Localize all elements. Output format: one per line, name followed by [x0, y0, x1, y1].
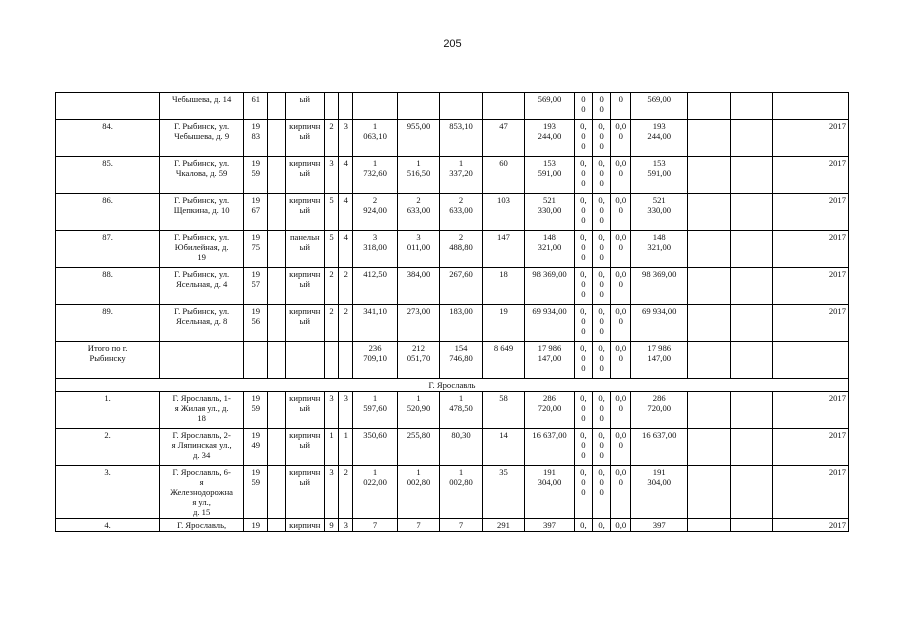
cell-mat: кирпичн ый [285, 120, 324, 157]
cell-y: 2017 [772, 157, 848, 194]
table-row [56, 120, 849, 157]
cell-z3: 0,0 0 [611, 392, 631, 429]
cell-addr: Г. Ярославль, 6- я Железнодорожна я ул., д. 15 [160, 466, 244, 519]
cell-empty [730, 157, 772, 194]
cell-addr: Г. Рыбинск, ул. Чебышева, д. 9 [160, 120, 244, 157]
cell-z3: 0,0 0 [611, 342, 631, 379]
cell-fl: 3 [325, 392, 339, 429]
cell-addr: Г. Рыбинск, ул. Ясельная, д. 4 [160, 268, 244, 305]
cell-z2: 0 0 [592, 93, 610, 120]
cell-cost: 69 934,00 [525, 305, 575, 342]
cell-year: 19 67 [244, 194, 268, 231]
cell-year: 19 59 [244, 466, 268, 519]
cell-empty [688, 93, 730, 120]
cell-total: 569,00 [631, 93, 688, 120]
cell-mat: кирпичн [285, 519, 324, 532]
cell-z2: 0, 0 0 [592, 429, 610, 466]
cell-empty [688, 194, 730, 231]
cell-z2: 0, 0 0 [592, 231, 610, 268]
cell-num: Итого по г. Рыбинску [56, 342, 160, 379]
cell-total: 17 986 147,00 [631, 342, 688, 379]
cell-z1: 0, 0 0 [574, 268, 592, 305]
cell-mat: кирпичн ый [285, 429, 324, 466]
cell-y: 2017 [772, 429, 848, 466]
cell-z1: 0, 0 0 [574, 466, 592, 519]
cell-z3: 0,0 0 [611, 466, 631, 519]
cell-z3: 0,0 0 [611, 305, 631, 342]
cell-total: 193 244,00 [631, 120, 688, 157]
cell-z1: 0, 0 0 [574, 157, 592, 194]
cell-z1: 0, 0 0 [574, 194, 592, 231]
cell-addr: Г. Ярославль, 2- я Ляпинская ул., д. 34 [160, 429, 244, 466]
cell-a3: 154 746,80 [440, 342, 482, 379]
cell-empty [730, 93, 772, 120]
cell-a2: 3 011,00 [397, 231, 439, 268]
cell-y: 2017 [772, 120, 848, 157]
cell-mat: кирпичн ый [285, 466, 324, 519]
cell-mat: кирпичн ый [285, 194, 324, 231]
cell-cost: 153 591,00 [525, 157, 575, 194]
cell-z2: 0, 0 0 [592, 392, 610, 429]
cell-y: 2017 [772, 231, 848, 268]
cell-empty [730, 519, 772, 532]
cell-res: 103 [482, 194, 524, 231]
cell-res: 14 [482, 429, 524, 466]
cell-res: 291 [482, 519, 524, 532]
cell-z2: 0, 0 0 [592, 120, 610, 157]
cell-z3: 0,0 0 [611, 429, 631, 466]
cell-empty [688, 519, 730, 532]
cell-a2: 384,00 [397, 268, 439, 305]
cell-a3: 183,00 [440, 305, 482, 342]
cell-z1: 0, 0 0 [574, 120, 592, 157]
cell-addr: Чебышева, д. 14 [160, 93, 244, 120]
cell-empty [688, 120, 730, 157]
cell-a1: 1 597,60 [353, 392, 398, 429]
cell-a1: 341,10 [353, 305, 398, 342]
cell-empty [268, 93, 285, 120]
cell-ent: 3 [339, 120, 353, 157]
cell-addr: Г. Рыбинск, ул. Юбилейная, д. 19 [160, 231, 244, 268]
cell-fl: 5 [325, 194, 339, 231]
cell-num: 88. [56, 268, 160, 305]
cell-y [772, 93, 848, 120]
cell-z1: 0 0 [574, 93, 592, 120]
cell-empty [688, 268, 730, 305]
cell-cost: 98 369,00 [525, 268, 575, 305]
cell-a2: 1 002,80 [397, 466, 439, 519]
cell-a3: 267,60 [440, 268, 482, 305]
cell-z2: 0, 0 0 [592, 268, 610, 305]
cell-y [772, 342, 848, 379]
cell-a3: 853,10 [440, 120, 482, 157]
cell-num: 86. [56, 194, 160, 231]
table-row [56, 231, 849, 268]
cell-total: 69 934,00 [631, 305, 688, 342]
cell-cost: 16 637,00 [525, 429, 575, 466]
cell-y: 2017 [772, 194, 848, 231]
cell-empty [730, 268, 772, 305]
cell-total: 397 [631, 519, 688, 532]
cell-a3 [440, 93, 482, 120]
cell-z2: 0, 0 0 [592, 305, 610, 342]
cell-res: 58 [482, 392, 524, 429]
cell-a1: 1 732,60 [353, 157, 398, 194]
cell-z3: 0,0 0 [611, 194, 631, 231]
cell-ent: 4 [339, 194, 353, 231]
cell-empty [268, 305, 285, 342]
cell-a2: 255,80 [397, 429, 439, 466]
cell-mat: кирпичн ый [285, 305, 324, 342]
table-row [56, 429, 849, 466]
cell-res: 47 [482, 120, 524, 157]
cell-year: 19 59 [244, 392, 268, 429]
cell-cost: 17 986 147,00 [525, 342, 575, 379]
cell-a1: 1 022,00 [353, 466, 398, 519]
cell-z1: 0, 0 0 [574, 305, 592, 342]
cell-z2: 0, 0 0 [592, 466, 610, 519]
cell-a1: 350,60 [353, 429, 398, 466]
cell-fl: 3 [325, 157, 339, 194]
cell-res: 147 [482, 231, 524, 268]
table-row [56, 305, 849, 342]
cell-z3: 0 [611, 93, 631, 120]
cell-num: 89. [56, 305, 160, 342]
cell-empty [268, 157, 285, 194]
cell-year: 19 75 [244, 231, 268, 268]
cell-empty [688, 466, 730, 519]
cell-ent: 2 [339, 466, 353, 519]
cell-addr [160, 342, 244, 379]
cell-empty [730, 429, 772, 466]
cell-z1: 0, 0 0 [574, 342, 592, 379]
cell-empty [730, 305, 772, 342]
cell-mat: ый [285, 93, 324, 120]
cell-res: 8 649 [482, 342, 524, 379]
cell-num: 4. [56, 519, 160, 532]
cell-y: 2017 [772, 392, 848, 429]
cell-mat: кирпичн ый [285, 392, 324, 429]
cell-empty [268, 120, 285, 157]
cell-z1: 0, 0 0 [574, 429, 592, 466]
table-row [56, 466, 849, 519]
cell-addr: Г. Ярославль, 1- я Жилая ул., д. 18 [160, 392, 244, 429]
section-row [56, 379, 849, 392]
cell-cost: 569,00 [525, 93, 575, 120]
cell-year: 19 83 [244, 120, 268, 157]
table-row [56, 157, 849, 194]
cell-year: 19 56 [244, 305, 268, 342]
cell-a1: 2 924,00 [353, 194, 398, 231]
cell-mat [285, 342, 324, 379]
cell-z1: 0, 0 0 [574, 392, 592, 429]
cell-z2: 0, 0 0 [592, 194, 610, 231]
cell-a3: 7 [440, 519, 482, 532]
cell-empty [268, 268, 285, 305]
cell-empty [268, 466, 285, 519]
cell-a1: 236 709,10 [353, 342, 398, 379]
cell-fl: 9 [325, 519, 339, 532]
cell-z1: 0, 0 0 [574, 231, 592, 268]
cell-res: 18 [482, 268, 524, 305]
cell-year [244, 342, 268, 379]
cell-empty [730, 342, 772, 379]
cell-num: 87. [56, 231, 160, 268]
cell-a3: 2 633,00 [440, 194, 482, 231]
cell-total: 16 637,00 [631, 429, 688, 466]
cell-y: 2017 [772, 268, 848, 305]
cell-year: 19 59 [244, 157, 268, 194]
cell-a2: 7 [397, 519, 439, 532]
cell-z3: 0,0 0 [611, 268, 631, 305]
cell-ent: 2 [339, 268, 353, 305]
cell-num: 85. [56, 157, 160, 194]
cell-num: 3. [56, 466, 160, 519]
cell-total: 286 720,00 [631, 392, 688, 429]
cell-a1 [353, 93, 398, 120]
cell-total: 148 321,00 [631, 231, 688, 268]
cell-a2: 1 516,50 [397, 157, 439, 194]
cell-year: 19 49 [244, 429, 268, 466]
cell-a1: 7 [353, 519, 398, 532]
cell-empty [688, 231, 730, 268]
cell-empty [730, 466, 772, 519]
cell-fl [325, 93, 339, 120]
cell-total: 191 304,00 [631, 466, 688, 519]
cell-empty [688, 157, 730, 194]
table-row [56, 342, 849, 379]
cell-fl: 2 [325, 120, 339, 157]
cell-ent: 4 [339, 231, 353, 268]
cell-z1: 0, [574, 519, 592, 532]
cell-num [56, 93, 160, 120]
cell-empty [688, 305, 730, 342]
cell-fl: 1 [325, 429, 339, 466]
cell-cost: 148 321,00 [525, 231, 575, 268]
cell-ent: 3 [339, 519, 353, 532]
cell-mat: панельн ый [285, 231, 324, 268]
cell-mat: кирпичн ый [285, 268, 324, 305]
cell-a2: 2 633,00 [397, 194, 439, 231]
cell-addr: Г. Ярославль, [160, 519, 244, 532]
cell-y: 2017 [772, 466, 848, 519]
cell-z3: 0,0 [611, 519, 631, 532]
cell-a1: 1 063,10 [353, 120, 398, 157]
cell-fl: 5 [325, 231, 339, 268]
cell-a2: 273,00 [397, 305, 439, 342]
cell-a2: 955,00 [397, 120, 439, 157]
table-row [56, 194, 849, 231]
cell-a3: 1 478,50 [440, 392, 482, 429]
cell-fl [325, 342, 339, 379]
cell-empty [268, 342, 285, 379]
cell-cost: 191 304,00 [525, 466, 575, 519]
cell-num: 1. [56, 392, 160, 429]
cell-a3: 1 002,80 [440, 466, 482, 519]
cell-cost: 193 244,00 [525, 120, 575, 157]
cell-res: 60 [482, 157, 524, 194]
cell-num: 84. [56, 120, 160, 157]
cell-num: 2. [56, 429, 160, 466]
cell-empty [268, 519, 285, 532]
cell-total: 153 591,00 [631, 157, 688, 194]
cell-empty [730, 194, 772, 231]
cell-cost: 397 [525, 519, 575, 532]
cell-z3: 0,0 0 [611, 231, 631, 268]
cell-empty [688, 342, 730, 379]
cell-empty [688, 392, 730, 429]
cell-total: 521 330,00 [631, 194, 688, 231]
table-row [56, 93, 849, 120]
cell-y: 2017 [772, 519, 848, 532]
cell-z3: 0,0 0 [611, 120, 631, 157]
cell-empty [268, 429, 285, 466]
cell-ent [339, 342, 353, 379]
cell-ent: 3 [339, 392, 353, 429]
cell-z2: 0, 0 0 [592, 342, 610, 379]
housing-table [55, 92, 849, 532]
cell-year: 61 [244, 93, 268, 120]
cell-empty [730, 120, 772, 157]
cell-empty [730, 392, 772, 429]
cell-empty [268, 231, 285, 268]
table-row [56, 519, 849, 532]
cell-fl: 2 [325, 268, 339, 305]
page-number: 205 [443, 38, 462, 50]
cell-res [482, 93, 524, 120]
cell-addr: Г. Рыбинск, ул. Щепкина, д. 10 [160, 194, 244, 231]
cell-mat: кирпичн ый [285, 157, 324, 194]
cell-addr: Г. Рыбинск, ул. Чкалова, д. 59 [160, 157, 244, 194]
cell-year: 19 [244, 519, 268, 532]
cell-a2: 212 051,70 [397, 342, 439, 379]
cell-ent: 2 [339, 305, 353, 342]
cell-cost: 521 330,00 [525, 194, 575, 231]
cell-y: 2017 [772, 305, 848, 342]
cell-empty [268, 194, 285, 231]
cell-z2: 0, [592, 519, 610, 532]
cell-empty [268, 392, 285, 429]
cell-fl: 3 [325, 466, 339, 519]
cell-empty [730, 231, 772, 268]
cell-res: 35 [482, 466, 524, 519]
cell-a2: 1 520,90 [397, 392, 439, 429]
cell-year: 19 57 [244, 268, 268, 305]
cell-fl: 2 [325, 305, 339, 342]
cell-z2: 0, 0 0 [592, 157, 610, 194]
cell-total: 98 369,00 [631, 268, 688, 305]
cell-a1: 3 318,00 [353, 231, 398, 268]
cell-empty [688, 429, 730, 466]
cell-a2 [397, 93, 439, 120]
cell-ent: 1 [339, 429, 353, 466]
section-title: Г. Ярославль [56, 379, 849, 392]
cell-ent [339, 93, 353, 120]
cell-a3: 80,30 [440, 429, 482, 466]
cell-addr: Г. Рыбинск, ул. Ясельная, д. 8 [160, 305, 244, 342]
cell-cost: 286 720,00 [525, 392, 575, 429]
cell-a1: 412,50 [353, 268, 398, 305]
cell-a3: 2 488,80 [440, 231, 482, 268]
table-row [56, 268, 849, 305]
cell-res: 19 [482, 305, 524, 342]
cell-a3: 1 337,20 [440, 157, 482, 194]
table-row [56, 392, 849, 429]
cell-ent: 4 [339, 157, 353, 194]
cell-z3: 0,0 0 [611, 157, 631, 194]
